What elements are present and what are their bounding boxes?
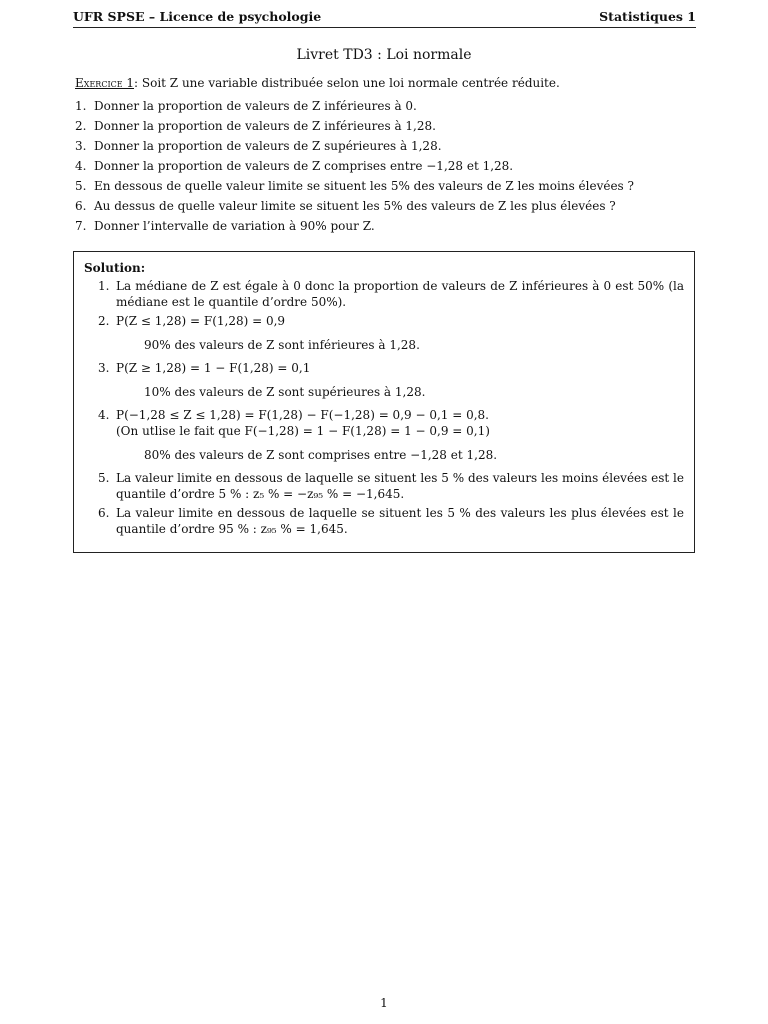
- solution-result: 90% des valeurs de Z sont inférieures à 1,28.: [144, 338, 420, 352]
- question-number: 4.: [75, 159, 87, 173]
- solution-formula: P(−1,28 ≤ Z ≤ 1,28) = F(1,28) − F(−1,28) = 0,9 − 0,1 = 0,8.: [116, 408, 489, 422]
- solution-item: [84, 360, 684, 407]
- page-number: 1: [380, 996, 388, 1010]
- solution-number: 1.: [98, 279, 110, 293]
- question-item: [75, 116, 695, 136]
- question-number: 1.: [75, 99, 87, 113]
- solution-body: [116, 313, 684, 360]
- solution-number: 6.: [98, 506, 110, 520]
- solution-note: (On utlise le fait que F(−1,28) = 1 − F(1,28) = 1 − 0,9 = 0,1): [116, 424, 490, 438]
- header-left: UFR SPSE – Licence de psychologie: [73, 9, 322, 24]
- question-number: 6.: [75, 199, 87, 213]
- solution-result: 80% des valeurs de Z sont comprises entre −1,28 et 1,28.: [144, 448, 498, 462]
- solution-item: [84, 313, 684, 360]
- solution-item: [84, 505, 684, 537]
- question-item: [75, 136, 695, 156]
- question-item: [75, 156, 695, 176]
- page-header: [73, 9, 696, 28]
- solution-heading: Solution:: [84, 261, 146, 275]
- solution-body: [116, 360, 684, 407]
- solution-item: [84, 278, 684, 310]
- exercise-section: [75, 75, 695, 236]
- question-item: [75, 176, 695, 196]
- question-item: [75, 96, 695, 116]
- solution-text: La valeur limite en dessous de laquelle se situent les 5 % des valeurs les moins élevées est le quantile d’ordre 5 % : z₅ % = −z₉₅ % = −1,645.: [116, 471, 684, 501]
- solution-number: 4.: [98, 408, 110, 422]
- question-text: Donner la proportion de valeurs de Z comprises entre −1,28 et 1,28.: [94, 159, 514, 173]
- question-number: 7.: [75, 219, 87, 233]
- question-text: En dessous de quelle valeur limite se situent les 5% des valeurs de Z les moins élevées ?: [94, 179, 634, 193]
- question-list: [75, 96, 695, 236]
- solution-number: 3.: [98, 361, 110, 375]
- question-text: Donner l’intervalle de variation à 90% pour Z.: [94, 219, 375, 233]
- solution-text: La médiane de Z est égale à 0 donc la proportion de valeurs de Z inférieures à 0 est 50% (la médiane est le quantile d’ordre 50%).: [116, 279, 684, 309]
- question-number: 5.: [75, 179, 87, 193]
- exercise-label: Exercice 1: [75, 76, 135, 90]
- exercise-intro: [75, 75, 695, 92]
- solution-result: 10% des valeurs de Z sont supérieures à 1,28.: [144, 385, 426, 399]
- solution-formula: P(Z ≥ 1,28) = 1 − F(1,28) = 0,1: [116, 361, 311, 375]
- solution-formula: P(Z ≤ 1,28) = F(1,28) = 0,9: [116, 314, 286, 328]
- solution-body: [116, 407, 684, 470]
- page-title: Livret TD3 : Loi normale: [296, 47, 472, 63]
- question-text: Au dessus de quelle valeur limite se situent les 5% des valeurs de Z les plus élevées ?: [94, 199, 616, 213]
- question-item: [75, 196, 695, 216]
- solution-number: 2.: [98, 314, 110, 328]
- question-text: Donner la proportion de valeurs de Z supérieures à 1,28.: [94, 139, 442, 153]
- solution-item: [84, 470, 684, 502]
- solution-number: 5.: [98, 471, 110, 485]
- header-right: Statistiques 1: [599, 9, 696, 24]
- question-item: [75, 216, 695, 236]
- question-number: 2.: [75, 119, 87, 133]
- solution-text: La valeur limite en dessous de laquelle se situent les 5 % des valeurs les plus élevées est le quantile d’ordre 95 % : z₉₅ % = 1,645.: [116, 506, 684, 536]
- question-number: 3.: [75, 139, 87, 153]
- question-text: Donner la proportion de valeurs de Z inférieures à 1,28.: [94, 119, 436, 133]
- solution-box: [73, 251, 695, 553]
- exercise-intro-text: : Soit Z une variable distribuée selon une loi normale centrée réduite.: [134, 76, 560, 90]
- solution-item: [84, 407, 684, 470]
- question-text: Donner la proportion de valeurs de Z inférieures à 0.: [94, 99, 417, 113]
